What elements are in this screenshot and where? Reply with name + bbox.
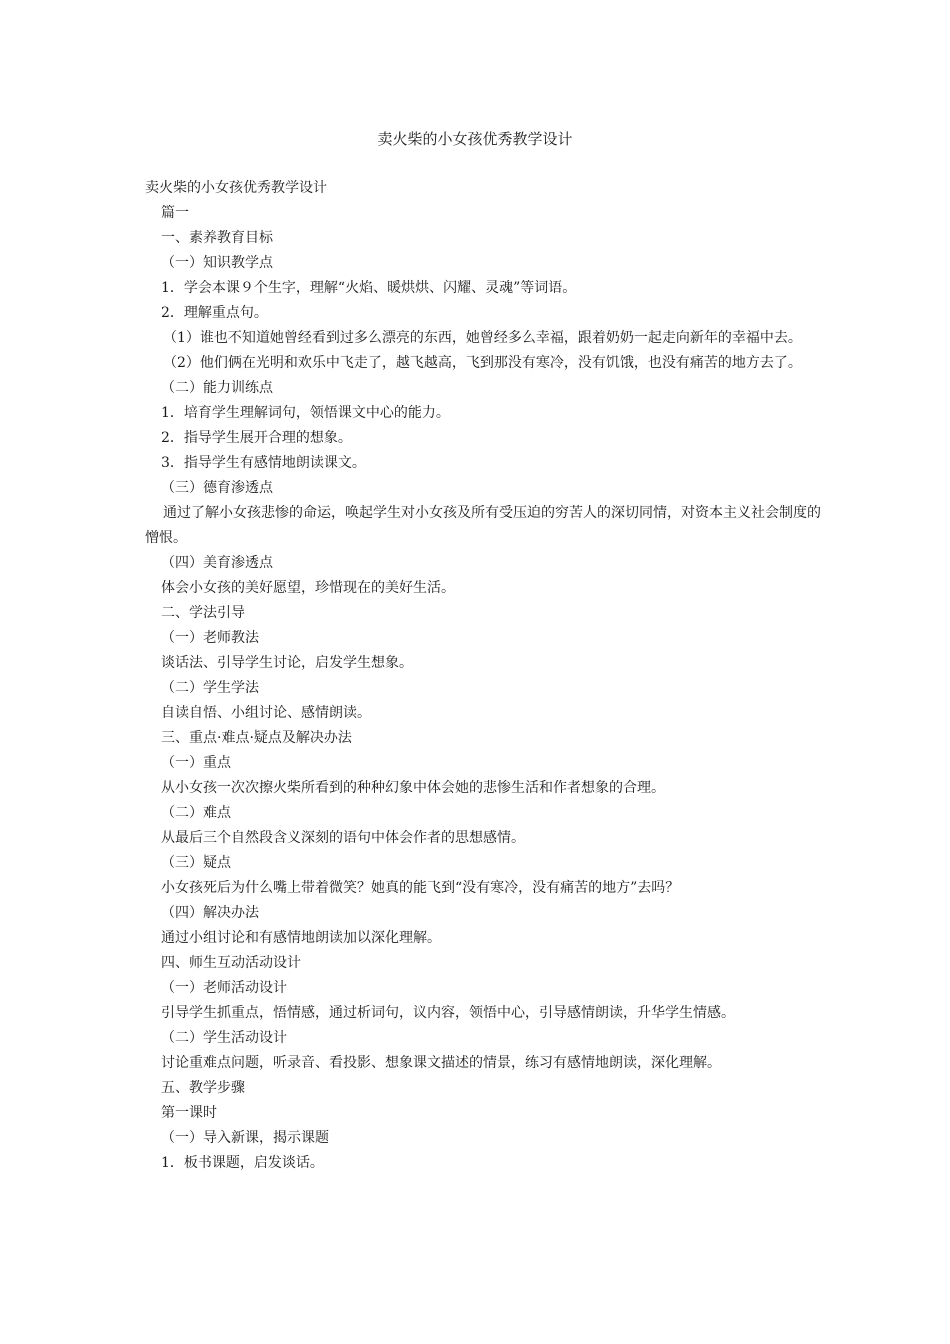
text-line: 四、师生互动活动设计 (161, 955, 301, 971)
text-line: （二）学生学法 (161, 680, 259, 696)
text-line: （一）老师教法 (161, 630, 259, 646)
text-line: 第一课时 (161, 1105, 217, 1121)
text-line: 谈话法、引导学生讨论，启发学生想象。 (161, 655, 413, 671)
text-line: 五、教学步骤 (161, 1080, 245, 1096)
text-line: 2．理解重点句。 (161, 305, 268, 321)
text-line: 三、重点·难点·疑点及解决办法 (161, 730, 352, 746)
text-line: 通过小组讨论和有感情地朗读加以深化理解。 (161, 930, 441, 946)
text-line: 1．学会本课９个生字，理解“火焰、暖烘烘、闪耀、灵魂”等词语。 (161, 280, 577, 296)
text-line: 引导学生抓重点，悟情感，通过析词句，议内容，领悟中心，引导感情朗读，升华学生情感。 (161, 1005, 735, 1021)
text-line: （二）学生活动设计 (161, 1030, 287, 1046)
text-line: （一）知识教学点 (161, 255, 273, 271)
text-line: （四）解决办法 (161, 905, 259, 921)
text-line: （2）他们俩在光明和欢乐中飞走了，越飞越高，飞到那没有寒冷，没有饥饿，也没有痛苦的地方去了。 (163, 355, 802, 371)
text-line: （三）德育渗透点 (161, 480, 273, 496)
text-line: 一、素养教育目标 (161, 230, 273, 246)
text-line: 二、学法引导 (161, 605, 245, 621)
text-line: 篇一 (161, 205, 189, 221)
text-line: （四）美育渗透点 (161, 555, 273, 571)
text-line: （二）难点 (161, 805, 231, 821)
text-line: （三）疑点 (161, 855, 231, 871)
text-line: （一）重点 (161, 755, 231, 771)
text-line: （一）老师活动设计 (161, 980, 287, 996)
text-line: 从小女孩一次次擦火柴所看到的种种幻象中体会她的悲惨生活和作者想象的合理。 (161, 780, 665, 796)
text-line: （1）谁也不知道她曾经看到过多么漂亮的东西，她曾经多么幸福，跟着奶奶一起走向新年的幸福中去。 (163, 330, 802, 346)
text-line: （一）导入新课，揭示课题 (161, 1130, 329, 1146)
text-line: 自读自悟、小组讨论、感情朗读。 (161, 705, 371, 721)
text-line: 通过了解小女孩悲惨的命运，唤起学生对小女孩及所有受压迫的穷苦人的深切同情，对资本主义社会制度的憎恨。 (145, 505, 821, 546)
text-line: 卖火柴的小女孩优秀教学设计 (145, 180, 327, 196)
text-line: 从最后三个自然段含义深刻的语句中体会作者的思想感情。 (161, 830, 525, 846)
text-line: 2．指导学生展开合理的想象。 (161, 430, 352, 446)
document-title: 卖火柴的小女孩优秀教学设计 (377, 130, 573, 148)
text-line: （二）能力训练点 (161, 380, 273, 396)
text-line: 小女孩死后为什么嘴上带着微笑？她真的能飞到“没有寒冷，没有痛苦的地方”去吗？ (161, 880, 680, 896)
text-line: 3．指导学生有感情地朗读课文。 (161, 455, 366, 471)
text-line: 体会小女孩的美好愿望，珍惜现在的美好生活。 (161, 580, 455, 596)
text-line: 1．培育学生理解词句，领悟课文中心的能力。 (161, 405, 450, 421)
text-line: 讨论重难点问题，听录音、看投影、想象课文描述的情景，练习有感情地朗读，深化理解。 (161, 1055, 721, 1071)
document-body (145, 176, 825, 1176)
text-line: 1．板书课题，启发谈话。 (161, 1155, 324, 1171)
